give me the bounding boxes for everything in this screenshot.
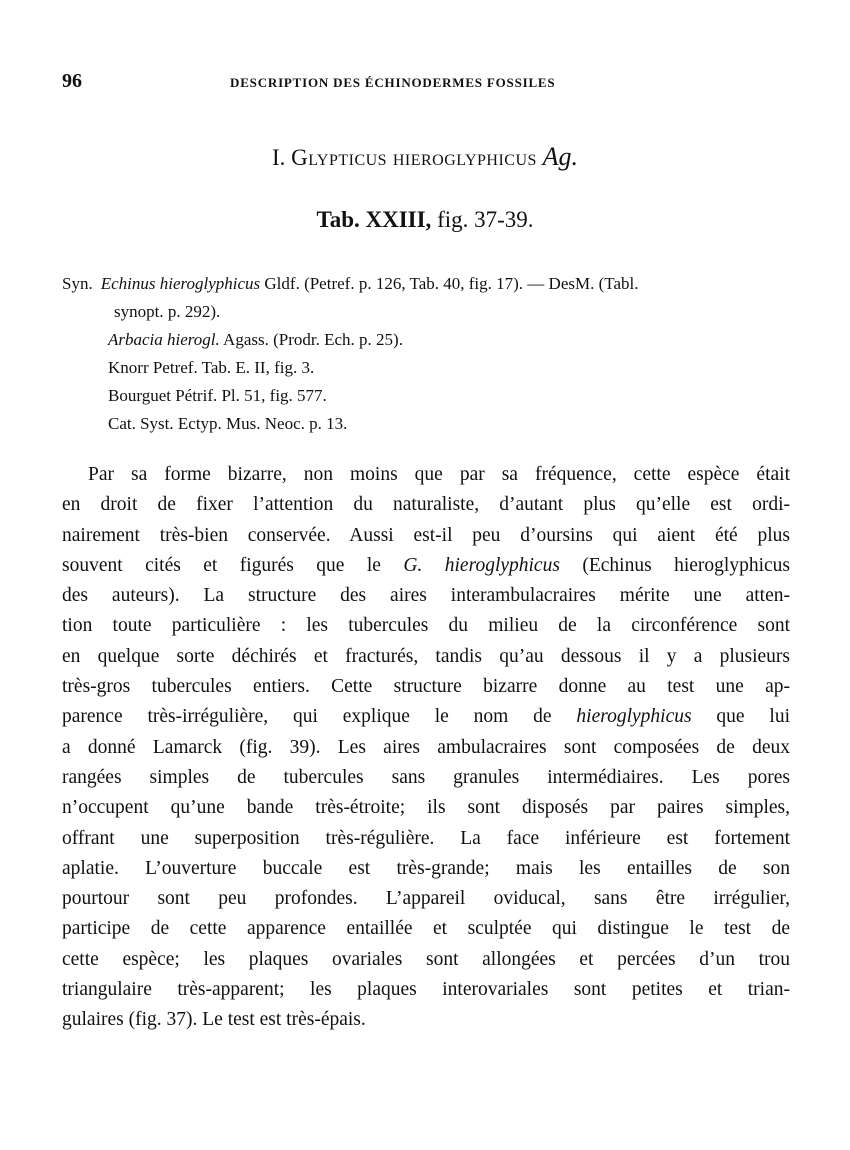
italic-species-name: G. hieroglyphicus — [403, 554, 560, 576]
body-line: souvent cités et figurés que le G. hieroglyphicus (Echinus hieroglyphicus — [62, 554, 790, 576]
plate-figures: fig. 37-39. — [437, 207, 534, 232]
synonymy-entry — [62, 382, 802, 410]
running-title: DESCRIPTION DES ÉCHINODERMES FOSSILES — [230, 75, 556, 90]
synonym-reference: Knorr Petref. Tab. E. II, fig. 3. — [108, 358, 315, 377]
synonym-taxon: Echinus hieroglyphicus — [100, 274, 261, 293]
body-line: en droit de fixer l’attention du naturaliste, d’autant plus qu’elle est ordi- — [62, 494, 790, 516]
species-heading — [0, 142, 850, 172]
body-line: des auteurs). La structure des aires interambulacraires mérite une atten- — [62, 585, 790, 607]
synonymy-entry — [62, 410, 802, 438]
body-line: cette espèce; les plaques ovariales sont allongées et percées d’un trou — [62, 948, 790, 970]
body-line: Par sa forme bizarre, non moins que par sa fréquence, cette espèce était — [88, 464, 790, 485]
synonymy-label: Syn. — [62, 274, 93, 293]
page-number: 96 — [62, 70, 82, 92]
synonym-reference: Agass. (Prodr. Ech. p. 25). — [219, 330, 403, 349]
species-author: Ag. — [542, 142, 579, 171]
synonym-reference: Gldf. (Petref. p. 126, Tab. 40, fig. 17). — DesM. (Tabl. — [260, 274, 639, 293]
body-line: offrant une superposition très-régulière. La face inférieure est fortement — [62, 827, 790, 849]
synonym-reference: synopt. p. 292). — [114, 302, 221, 321]
body-line: très-gros tubercules entiers. Cette structure bizarre donne au test une ap- — [62, 676, 790, 698]
synonymy-entry — [62, 326, 802, 354]
synonym-reference: Cat. Syst. Ectyp. Mus. Neoc. p. 13. — [108, 414, 348, 433]
body-line: en quelque sorte déchirés et fracturés, tandis qu’au dessous il y a plusieurs — [62, 645, 790, 667]
plate-number: Tab. XXIII, — [316, 207, 432, 232]
body-line: pourtour sont peu profondes. L’appareil oviducal, sans être irrégulier, — [62, 888, 790, 910]
genus-name: Glypticus — [291, 145, 388, 170]
body-line: participe de cette apparence entaillée et sculptée qui distingue le test de — [62, 918, 790, 940]
body-line: gulaires (fig. 37). Le test est très-épais. — [62, 1009, 366, 1031]
synonymy-entry — [62, 354, 802, 382]
synonym-reference: Bourguet Pétrif. Pl. 51, fig. 577. — [108, 386, 327, 405]
body-line: triangulaire très-apparent; les plaques interovariales sont petites et trian- — [62, 979, 790, 1001]
synonym-taxon: Arbacia hierogl. — [108, 330, 220, 349]
synonymy-block — [62, 270, 802, 438]
synonymy-entry — [62, 298, 802, 326]
body-line: nairement très-bien conservée. Aussi est-il peu d’oursins qui aient été plus — [62, 524, 790, 546]
species-numeral: I. — [271, 145, 286, 170]
italic-species-name: hieroglyphicus — [576, 706, 692, 728]
species-name: hieroglyphicus — [392, 145, 537, 170]
body-line: tion toute particulière : les tubercules du milieu de la circonférence sont — [62, 615, 790, 637]
synonymy-entry — [62, 270, 802, 298]
body-line: n’occupent qu’une bande très-étroite; ils sont disposés par paires simples, — [62, 797, 790, 819]
body-line: rangées simples de tubercules sans granules intermédiaires. Les pores — [62, 766, 790, 788]
body-line: a donné Lamarck (fig. 39). Les aires ambulacraires sont composées de deux — [62, 736, 790, 758]
body-line: aplatie. L’ouverture buccale est très-grande; mais les entailles de son — [62, 857, 790, 879]
plate-reference — [0, 207, 850, 233]
body-line: parence très-irrégulière, qui explique le nom de hieroglyphicus que lui — [62, 706, 790, 728]
body-paragraph — [62, 460, 790, 1036]
